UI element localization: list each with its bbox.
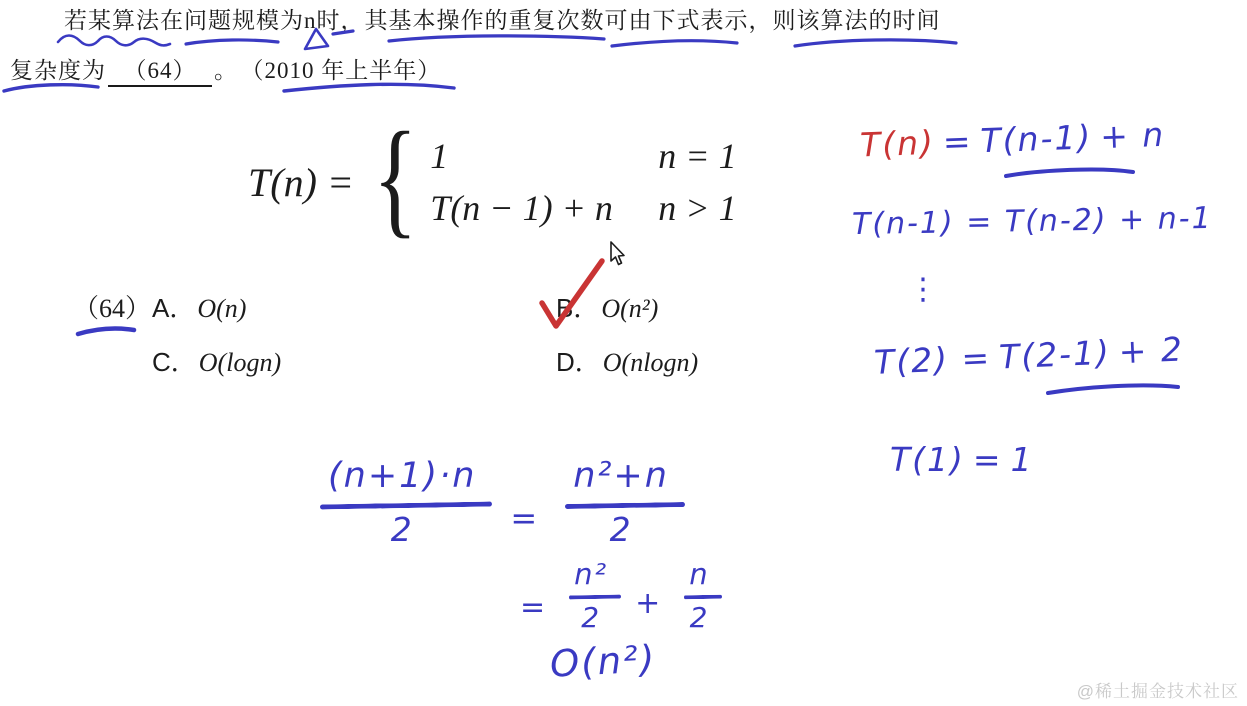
hw-equals-2: = [520,590,548,625]
fraction1-denominator: 2 [390,510,414,550]
question-line1: 若某算法在问题规模为n时，其基本操作的重复次数可由下式表示，则该算法的时间 [64,8,941,33]
underline-ink-4 [795,40,956,46]
underline-ink-1 [186,40,278,44]
fraction2-denominator: 2 [609,510,633,550]
formula-case-1 [430,135,736,177]
wavy-underline-ink [58,36,170,46]
fraction2-bar [565,502,685,509]
hw-expansion-line2: T(n-1) = T(n-2) + n-1 [851,200,1213,243]
watermark: @稀土掘金技术社区 [1076,682,1239,701]
recurrence-formula [248,106,737,250]
option-c-value: O(logn) [198,348,282,377]
formula-case1-expr: 1 [430,136,449,176]
fraction-n2-plus-n-over-2 [565,453,685,550]
option-d [556,342,698,379]
hw-sum-row2 [520,556,723,635]
underline-ink-3 [612,41,737,46]
option-b [556,288,658,325]
formula-case1-cond: n = 1 [658,136,737,176]
formula-case2-cond: n > 1 [658,188,737,228]
option-a [152,288,246,325]
question-line2 [10,52,441,87]
option-number: （64） [73,294,152,323]
formula-case2-expr: T(n − 1) + n [430,188,613,228]
hw-line3-underlined-term: T(2-1) [998,332,1112,377]
hw-equals-1: = [510,499,540,537]
answer-blank: （64） [108,52,212,87]
hw-line4-eq: = [972,440,1003,479]
hw-line4-rhs: 1 [1010,440,1034,479]
option-number-underline-ink [78,329,134,334]
fraction4-numerator: n [689,557,710,591]
hw-expansion-line3 [873,329,1192,382]
fraction3-bar [569,595,621,600]
fraction1-numerator: (n+1)·n [328,456,477,496]
hw-tn-red: T(n) [859,122,936,165]
formula-case-2 [430,187,736,229]
fraction3-denominator: 2 [581,601,602,635]
hw-line4-lhs: T(1) [890,440,965,479]
hw-vertical-ellipsis: ⋮ [908,272,940,307]
option-a-key: A． [152,293,196,323]
question-source: （2010 年上半年） [252,58,442,83]
option-a-value: O(n) [197,294,247,323]
hw-underline-t21-ink [1048,385,1178,393]
fraction4-bar [684,595,722,600]
hw-expansion-line4 [890,440,1042,479]
option-c [152,342,281,379]
hw-big-o-conclusion: O(n²) [548,637,658,686]
hw-line1-underlined-term: T(n-1) [979,117,1093,161]
hw-plus-sign: + [635,586,663,621]
hw-line3-tail: + 2 [1117,329,1185,372]
fraction2-numerator: n²+n [573,456,669,496]
fraction3-numerator: n² [574,557,609,591]
option-d-value: O(nlogn) [602,348,699,377]
option-d-key: D． [556,347,601,377]
hw-line3-lhs: T(2) = [873,337,992,382]
hw-line1-tail: + n [1099,114,1166,157]
question-line2-prefix: 复杂度为 [10,58,106,83]
fraction-n2-over-2 [569,556,621,635]
fraction4-denominator: 2 [689,601,710,635]
question-period: 。 [214,58,238,83]
hw-underline-tn1-ink [1006,169,1133,176]
underline-ink-2 [389,36,604,41]
fraction-n-over-2 [684,556,722,635]
hw-expansion-line1 [859,115,1173,165]
option-b-key: B． [556,293,600,323]
option-b-value: O(n²) [601,294,659,323]
hw-line1-eq: = [942,121,974,162]
fraction1-bar [320,502,492,510]
option-c-key: C． [152,347,197,377]
formula-cases [430,135,736,229]
hw-sum-row1 [320,453,685,550]
formula-brace: { [372,106,418,250]
fraction-n-plus-1-times-n-over-2 [320,453,492,550]
formula-lhs: T(n) = [248,159,354,205]
